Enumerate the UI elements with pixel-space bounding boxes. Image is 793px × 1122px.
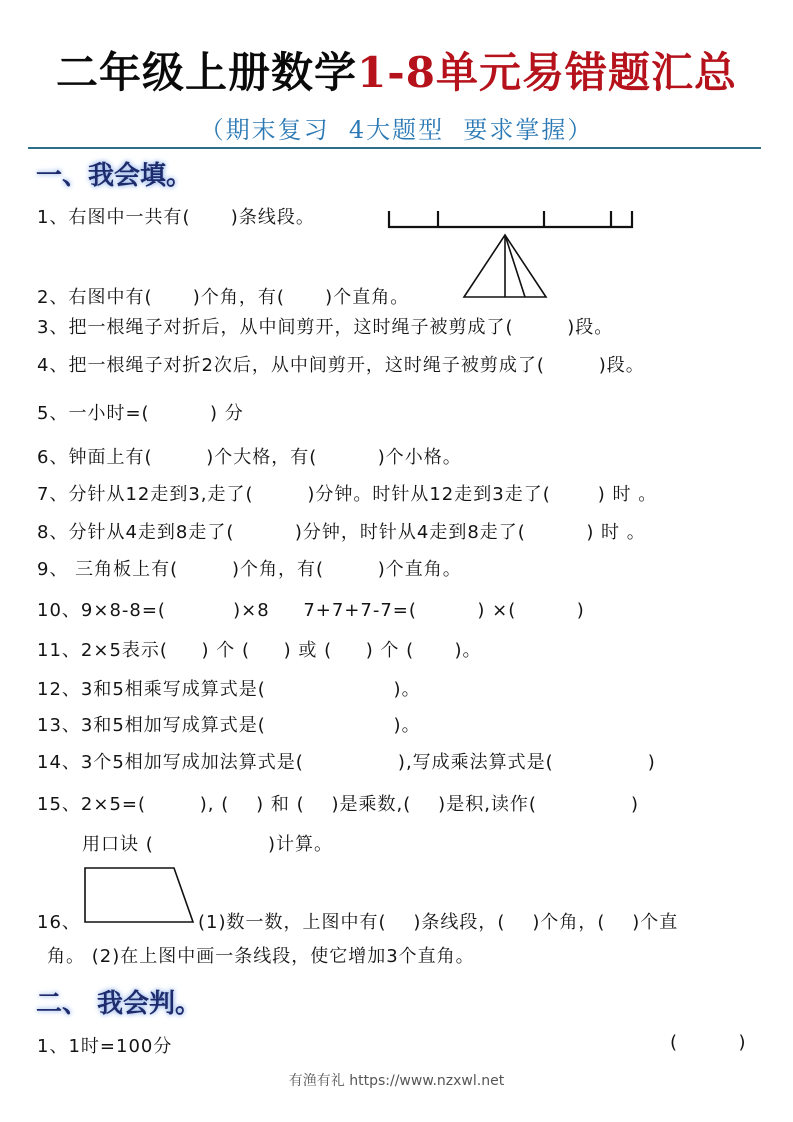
question-3: 3、把一根绳子对折后，从中间剪开，这时绳子被剪成了( )段。: [37, 317, 614, 338]
question-14: 14、3个5相加写成加法算式是( ),写成乘法算式是( ): [37, 752, 656, 773]
question-16-label: 16、: [37, 912, 81, 933]
question-15: 15、2×5=( ), ( ) 和 ( )是乘数,( )是积,读作( ): [37, 794, 640, 815]
judge-answer-box: ( ): [670, 1032, 747, 1053]
question-8: 8、分针从4走到8走了( )分钟，时针从4走到8走了( ) 时 。: [37, 522, 646, 543]
question-1: 1、右图中一共有( )条线段。: [37, 207, 315, 228]
triangle-angle-figure: [460, 231, 552, 301]
trapezoid-figure: [82, 864, 198, 926]
section-heading-judge: 二、 我会判。: [36, 989, 202, 1019]
question-16: (1)数一数，上图中有( )条线段，( )个角，( )个直: [198, 912, 679, 933]
line-segment-figure: [386, 205, 636, 231]
title-part-red: 1-8单元易错题汇总: [357, 48, 737, 97]
page-subtitle: （期末复习 4大题型 要求掌握）: [199, 116, 594, 144]
judge-question-1: 1、1时=100分: [37, 1036, 173, 1057]
question-16-continuation: 角。 (2)在上图中画一条线段，使它增加3个直角。: [47, 946, 475, 967]
question-15-continuation: 用口诀 ( )计算。: [82, 834, 334, 855]
watermark: 有渔有礼 https://www.nzxwl.net: [288, 1073, 505, 1089]
question-10: 10、9×8-8=( )×8 7+7+7-7=( ) ×( ): [37, 600, 585, 621]
question-2: 2、右图中有( )个角，有( )个直角。: [37, 287, 410, 308]
question-11: 11、2×5表示( ) 个 ( ) 或 ( ) 个 ( )。: [37, 640, 482, 661]
question-4: 4、把一根绳子对折2次后，从中间剪开，这时绳子被剪成了( )段。: [37, 355, 645, 376]
question-5: 5、一小时=( ) 分: [37, 403, 244, 424]
question-6: 6、钟面上有( )个大格，有( )个小格。: [37, 447, 462, 468]
question-12: 12、3和5相乘写成算式是( )。: [37, 679, 421, 700]
question-7: 7、分针从12走到3,走了( )分钟。时针从12走到3走了( ) 时 。: [37, 484, 658, 505]
title-part-black: 二年级上册数学: [56, 48, 358, 97]
page-title: [0, 40, 793, 100]
section-heading-fill: 一、我会填。: [36, 161, 193, 191]
question-9: 9、 三角板上有( )个角，有( )个直角。: [37, 559, 462, 580]
header-divider: [28, 147, 761, 149]
question-13: 13、3和5相加写成算式是( )。: [37, 715, 421, 736]
